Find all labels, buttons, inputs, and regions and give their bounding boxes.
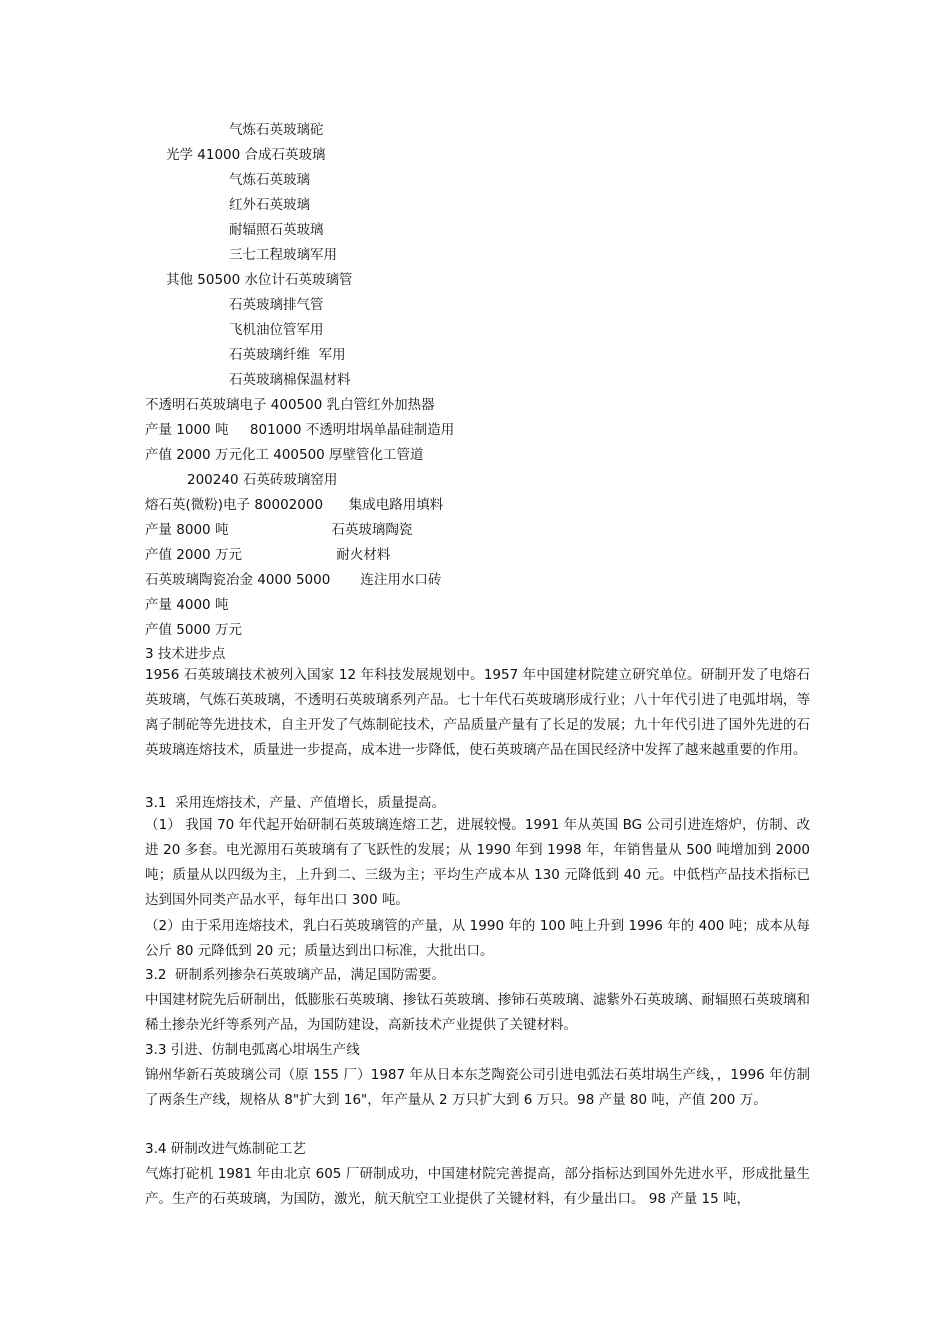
table-line: 产值 5000 万元 [145,622,242,638]
section-3-1-heading: 3.1 采用连熔技术，产量、产值增长，质量提高。 [145,795,446,811]
section-3-4-heading: 3.4 研制改进气炼制砣工艺 [145,1141,306,1157]
table-line: 气炼石英玻璃 [229,172,310,188]
section-3-2-heading: 3.2 研制系列掺杂石英玻璃产品，满足国防需要。 [145,967,446,983]
section-3-4-paragraph: 气炼打砣机 1981 年由北京 605 厂研制成功，中国建材院完善提高，部分指标达到国外先进水平，形成批量生产。生产的石英玻璃，为国防，激光，航天航空工业提供了关键材料，有少量出口。 98 产量 15 吨， [145,1166,810,1207]
table-line: 三七工程玻璃军用 [229,247,337,263]
table-line: 产值 2000 万元化工 400500 厚壁管化工管道 [145,447,424,463]
table-line: 石英玻璃纤维 军用 [229,347,346,363]
table-line: 石英玻璃排气管 [229,297,324,313]
table-line: 其他 50500 水位计石英玻璃管 [166,272,353,288]
table-line: 产量 1000 吨 801000 不透明坩埚单晶硅制造用 [145,422,455,438]
table-line: 200240 石英砖玻璃窑用 [187,472,338,488]
table-line: 石英玻璃陶瓷冶金 4000 5000 连注用水口砖 [145,572,442,588]
section-3-2-paragraph: 中国建材院先后研制出，低膨胀石英玻璃、掺钛石英玻璃、掺铈石英玻璃、滤紫外石英玻璃、耐辐照石英玻璃和稀土掺杂光纤等系列产品，为国防建设，高新技术产业提供了关键材料。 [145,992,810,1033]
table-line: 光学 41000 合成石英玻璃 [166,147,326,163]
section-3-1-paragraph-2: （2）由于采用连熔技术，乳白石英玻璃管的产量，从 1990 年的 100 吨上升到 1996 年的 400 吨；成本从每公斤 80 元降低到 20 元；质量达到出口标准，大批出口。 [145,918,810,959]
table-line: 熔石英(微粉)电子 80002000 集成电路用填料 [145,497,444,513]
section-3-heading: 3 技术进步点 [145,646,226,662]
section-3-3-heading: 3.3 引进、仿制电弧离心坩埚生产线 [145,1042,360,1058]
table-line: 石英玻璃棉保温材料 [229,372,351,388]
table-line: 产量 4000 吨 [145,597,229,613]
table-line: 不透明石英玻璃电子 400500 乳白管红外加热器 [145,397,435,413]
section-3-3-paragraph: 锦州华新石英玻璃公司（原 155 厂）1987 年从日本东芝陶瓷公司引进电弧法石英坩埚生产线，，1996 年仿制了两条生产线，规格从 8"扩大到 16"，年产量从 2 万只扩大到 6 万只。98 产量 80 吨，产值 200 万。 [145,1067,810,1108]
table-line: 产量 8000 吨 石英玻璃陶瓷 [145,522,413,538]
table-line: 飞机油位管军用 [229,322,324,338]
table-line: 产值 2000 万元 耐火材料 [145,547,391,563]
section-3-1-paragraph-1: （1） 我国 70 年代起开始研制石英玻璃连熔工艺，进展较慢。1991 年从英国 BG 公司引进连熔炉，仿制、改进 20 多套。电光源用石英玻璃有了飞跃性的发展；从 1990 年到 1998 年，年销售量从 500 吨增加到 2000 吨；质量从以四级为主，上升到二、三级为主；平均生产成本从 130 元降低到 40 元。中低档产品技术指标已达到国外同类产品水平，每年出口 300 吨。 [145,817,810,908]
table-line: 耐辐照石英玻璃 [229,222,324,238]
section-3-intro: 1956 石英玻璃技术被列入国家 12 年科技发展规划中。1957 年中国建材院建立研究单位。研制开发了电熔石英玻璃，气炼石英玻璃，不透明石英玻璃系列产品。七十年代石英玻璃形成行业；八十年代引进了电弧坩埚，等离子制砣等先进技术，自主开发了气炼制砣技术，产品质量产量有了长足的发展；九十年代引进了国外先进的石英玻璃连熔技术，质量进一步提高，成本进一步降低，使石英玻璃产品在国民经济中发挥了越来越重要的作用。 [145,667,810,758]
table-line: 气炼石英玻璃砣 [229,122,324,138]
table-line: 红外石英玻璃 [229,197,310,213]
